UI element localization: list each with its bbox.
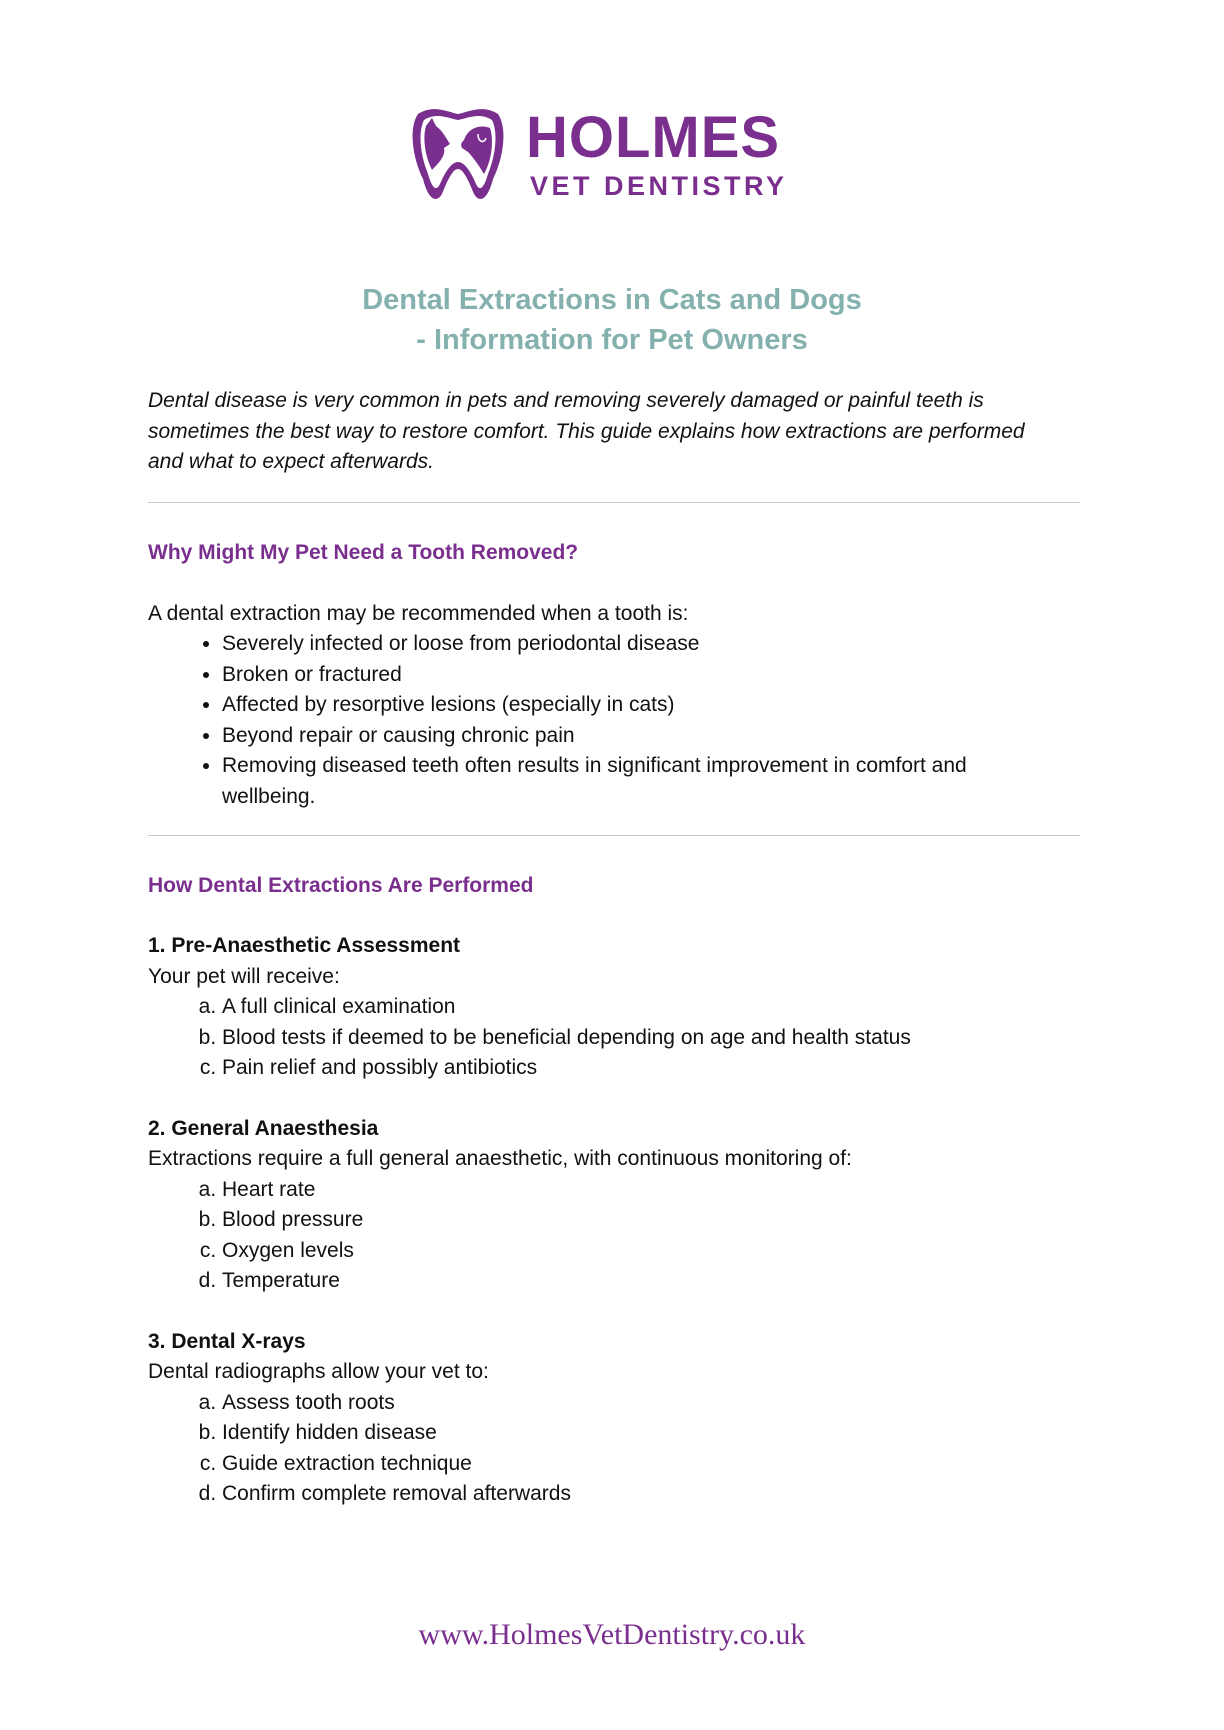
list-item: b. Identify hidden disease [222, 1418, 1080, 1449]
step-list [148, 1175, 1080, 1297]
list-item: • Severely infected or loose from periodontal disease [222, 629, 1042, 660]
step-lead: Your pet will receive: [148, 964, 340, 988]
document-title [0, 280, 1224, 360]
list-item: • Beyond repair or causing chronic pain [222, 721, 1042, 752]
step-lead: Dental radiographs allow your vet to: [148, 1360, 489, 1383]
list-item: a. Assess tooth roots [222, 1388, 1080, 1419]
list-item: • Broken or fractured [222, 660, 1042, 691]
list-item: c. Pain relief and possibly antibiotics [222, 1053, 1080, 1084]
logo-main-text: HOLMES [526, 105, 781, 170]
divider [148, 502, 1080, 503]
intro-paragraph: Dental disease is very common in pets and removing severely damaged or painful teeth is sometimes the best way to restore comfort. This guide explains how extractions are performed and what to expect afterwards. [148, 389, 1025, 473]
logo [408, 104, 788, 206]
list-item: b. Blood tests if deemed to be beneficial depending on age and health status [222, 1023, 1080, 1054]
step-title: 1. Pre-Anaesthetic Assessment [148, 934, 461, 957]
list-item: d. Temperature [222, 1266, 1080, 1297]
divider [148, 835, 1080, 836]
title-line-2: - Information for Pet Owners [416, 324, 808, 356]
step-list [148, 1388, 1080, 1510]
list-item: c. Guide extraction technique [222, 1449, 1080, 1480]
step-title: 2. General Anaesthesia [148, 1116, 379, 1140]
section-heading-how: How Dental Extractions Are Performed [148, 874, 534, 897]
step-lead: Extractions require a full general anaesthetic, with continuous monitoring of: [148, 1147, 852, 1170]
step-title: 3. Dental X-rays [148, 1329, 306, 1353]
list-item: d. Confirm complete removal afterwards [222, 1479, 1080, 1510]
footer-website-link[interactable]: www.HolmesVetDentistry.co.uk [418, 1618, 806, 1651]
step-list [148, 992, 1080, 1084]
list-item: • Removing diseased teeth often results in significant improvement in comfort and wellbeing. [222, 751, 1042, 812]
title-line-1: Dental Extractions in Cats and Dogs [362, 284, 862, 316]
list-item: b. Blood pressure [222, 1205, 1080, 1236]
document-body [148, 386, 1080, 1510]
list-item: a. Heart rate [222, 1175, 1080, 1206]
list-item: a. A full clinical examination [222, 992, 1080, 1023]
list-item: • Affected by resorptive lesions (especially in cats) [222, 690, 1042, 721]
tooth-pet-logo-icon [408, 104, 508, 206]
section-lead: A dental extraction may be recommended when a tooth is: [148, 601, 689, 625]
reasons-list [148, 629, 1042, 812]
section-heading-why: Why Might My Pet Need a Tooth Removed? [148, 540, 579, 564]
logo-sub-text: VET DENTISTRY [530, 171, 788, 201]
list-item: c. Oxygen levels [222, 1236, 1080, 1267]
